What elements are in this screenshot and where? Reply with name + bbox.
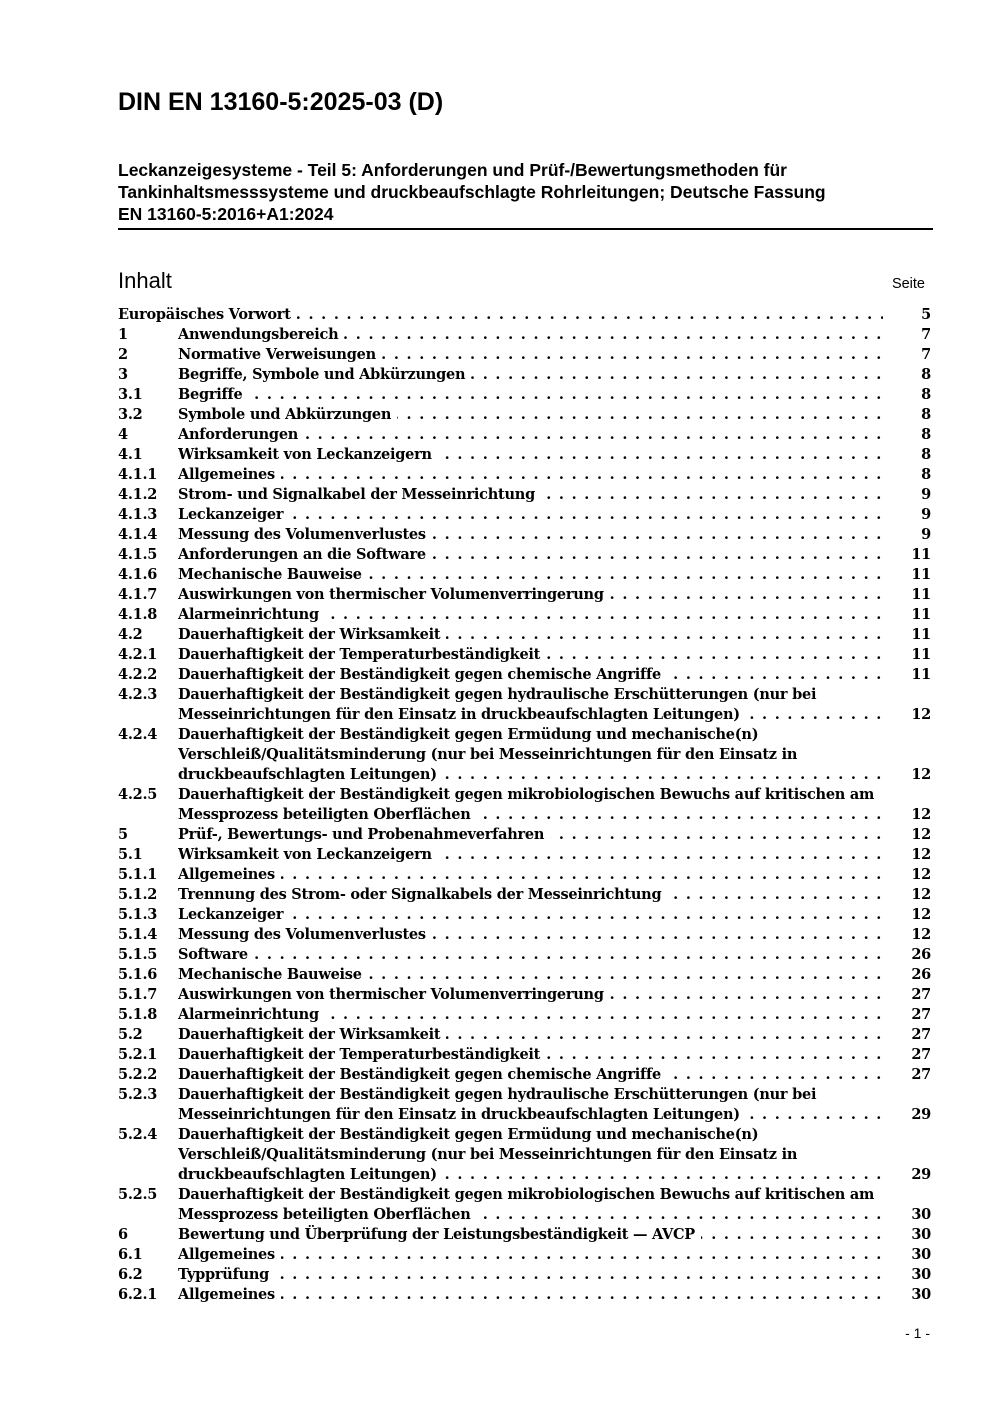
toc-entry-title <box>178 505 931 525</box>
toc-entry[interactable] <box>118 325 931 345</box>
toc-entry-title <box>178 1085 931 1125</box>
toc-entry-number: 4.1 <box>118 446 143 463</box>
toc-entry-title <box>178 1185 931 1225</box>
toc-entry[interactable] <box>118 445 931 465</box>
toc-entry[interactable] <box>118 385 931 405</box>
toc-entry-page: 30 <box>911 1286 931 1303</box>
toc-entry[interactable] <box>118 845 931 865</box>
toc-entry-page: 12 <box>911 866 931 883</box>
toc-entry-line: Dauerhaftigkeit der Wirksamkeit <box>178 626 446 643</box>
toc-entry-page: 11 <box>911 666 931 683</box>
toc-entry-line: Allgemeines <box>178 466 281 483</box>
toc-entry-number: 5 <box>118 826 128 843</box>
toc-entry[interactable] <box>118 625 931 645</box>
toc-entry-line: Dauerhaftigkeit der Beständigkeit gegen Ermüdung und mechanische(n) <box>178 726 764 743</box>
toc-entry-page: 9 <box>921 486 931 503</box>
toc-entry-title <box>178 605 931 625</box>
toc-entry-line: Messung des Volumenverlustes <box>178 526 432 543</box>
toc-entry-title <box>178 945 931 965</box>
toc-entry-number: 5.1.8 <box>118 1006 158 1023</box>
toc-entry-title <box>178 965 931 985</box>
toc-entry-page: 26 <box>911 966 931 983</box>
toc-entry-page: 11 <box>911 566 931 583</box>
toc-entry-page: 30 <box>911 1226 931 1243</box>
toc-entry-line: Trennung des Strom- oder Signalkabels der Messeinrichtung <box>178 886 667 903</box>
toc-entry-line: Dauerhaftigkeit der Beständigkeit gegen mikrobiologischen Bewuchs auf kritischen am <box>178 1186 880 1203</box>
toc-entry-line: Verschleiß/Qualitätsminderung (nur bei Messeinrichtungen für den Einsatz in <box>178 746 803 763</box>
toc-entry[interactable] <box>118 425 931 445</box>
toc-entry-line: Dauerhaftigkeit der Temperaturbeständigkeit <box>178 1046 546 1063</box>
toc-entry[interactable] <box>118 785 931 825</box>
toc-entry[interactable] <box>118 1045 931 1065</box>
toc-entry-title <box>178 365 931 385</box>
toc-entry-title <box>178 985 931 1005</box>
toc-entry-page: 27 <box>911 1046 931 1063</box>
toc-entry-number: 4.2.4 <box>118 726 158 743</box>
toc-entry-title <box>178 405 931 425</box>
toc-entry[interactable] <box>118 1225 931 1245</box>
toc-entry-title <box>178 725 931 785</box>
toc-entry[interactable] <box>118 685 931 725</box>
toc-entry-number: 4.2 <box>118 626 143 643</box>
toc-entry-line: Alarmeinrichtung <box>178 606 325 623</box>
toc-entry-page: 30 <box>911 1246 931 1263</box>
toc-entry-line: Messeinrichtungen für den Einsatz in druckbeaufschlagten Leitungen) <box>178 1106 746 1123</box>
toc-entry-title <box>178 1285 931 1305</box>
toc-entry[interactable] <box>118 925 931 945</box>
toc-entry-line: Dauerhaftigkeit der Beständigkeit gegen Ermüdung und mechanische(n) <box>178 1126 764 1143</box>
toc-entry-title <box>178 685 931 725</box>
toc-entry-number: 4.2.3 <box>118 686 158 703</box>
toc-entry-line: Anwendungsbereich <box>178 326 344 343</box>
toc-entry-title <box>178 565 931 585</box>
toc-entry-number: 5.2.3 <box>118 1086 158 1103</box>
toc-entry-number: 5.1.6 <box>118 966 158 983</box>
toc-entry[interactable] <box>118 725 931 785</box>
subtitle-line: EN 13160-5:2016+A1:2024 <box>118 204 334 224</box>
toc-entry-title <box>178 645 931 665</box>
toc-entry-line: Messung des Volumenverlustes <box>178 926 432 943</box>
toc-entry-page: 8 <box>921 466 931 483</box>
toc-entry-number: 5.2.5 <box>118 1186 158 1203</box>
toc-entry-line: Mechanische Bauweise <box>178 966 368 983</box>
toc-entry-page: 8 <box>921 446 931 463</box>
toc-entry-line: Typprüfung <box>178 1266 275 1283</box>
toc-entry-line: Messprozess beteiligten Oberflächen <box>178 806 477 823</box>
toc-entry-line: Messprozess beteiligten Oberflächen <box>178 1206 477 1223</box>
toc-entry-line: Dauerhaftigkeit der Temperaturbeständigkeit <box>178 646 546 663</box>
toc-entry-line: Software <box>178 946 254 963</box>
toc-entry-title <box>178 625 931 645</box>
toc-entry[interactable] <box>118 1265 931 1285</box>
toc-entry-number: 4 <box>118 426 128 443</box>
toc-entry-title <box>178 585 931 605</box>
toc-entry[interactable] <box>118 1245 931 1265</box>
toc-entry-line: Auswirkungen von thermischer Volumenverringerung <box>178 586 610 603</box>
toc-entry-number: 5.1.7 <box>118 986 158 1003</box>
toc-entry-line: Messeinrichtungen für den Einsatz in druckbeaufschlagten Leitungen) <box>178 706 746 723</box>
toc-entry-number: 4.1.2 <box>118 486 158 503</box>
toc-entry-line: Auswirkungen von thermischer Volumenverringerung <box>178 986 610 1003</box>
toc-entry-title <box>178 1225 931 1245</box>
toc-entry-number: 5.1.2 <box>118 886 158 903</box>
toc-entry-line: Begriffe <box>178 386 248 403</box>
page-number: - 1 - <box>905 1325 930 1341</box>
toc-entry[interactable] <box>118 545 931 565</box>
toc-entry-page: 9 <box>921 526 931 543</box>
toc-entry[interactable] <box>118 1285 931 1305</box>
toc-entry[interactable] <box>118 825 931 845</box>
toc-entry-page: 30 <box>911 1206 931 1223</box>
toc-entry-number: 2 <box>118 346 128 363</box>
toc-entry[interactable] <box>118 505 931 525</box>
toc-entry-line: Leckanzeiger <box>178 906 289 923</box>
toc-entry-title <box>178 845 931 865</box>
toc-entry-line: Alarmeinrichtung <box>178 1006 325 1023</box>
toc-entry-number: 4.2.2 <box>118 666 158 683</box>
toc-entry-page: 11 <box>911 646 931 663</box>
toc-entry-title <box>178 885 931 905</box>
toc-entry-page: 30 <box>911 1266 931 1283</box>
toc-entry-line: druckbeaufschlagten Leitungen) <box>178 1166 443 1183</box>
toc-entry-title <box>178 1125 931 1185</box>
toc-entry-number: 6.2.1 <box>118 1286 158 1303</box>
toc-entry-title <box>178 1245 931 1265</box>
toc-entry[interactable] <box>118 405 931 425</box>
toc-entry-line: Allgemeines <box>178 1286 281 1303</box>
toc-entry[interactable] <box>118 365 931 385</box>
toc-entry-number: 5.1.1 <box>118 866 158 883</box>
toc-entry-title <box>178 785 931 825</box>
toc-entry-line: Allgemeines <box>178 1246 281 1263</box>
document-title: DIN EN 13160-5:2025-03 (D) <box>118 88 444 116</box>
toc-entry-line: Dauerhaftigkeit der Wirksamkeit <box>178 1026 446 1043</box>
toc-entry-page: 7 <box>921 346 931 363</box>
toc-entry-page: 27 <box>911 986 931 1003</box>
toc-entry-number: 5.2 <box>118 1026 143 1043</box>
toc-entry-title <box>178 865 931 885</box>
toc-entry-page: 12 <box>911 886 931 903</box>
toc-entry-page: 27 <box>911 1026 931 1043</box>
toc-entry-number: 6 <box>118 1226 128 1243</box>
toc-entry-page: 8 <box>921 366 931 383</box>
toc-entry-number: 5.2.4 <box>118 1126 158 1143</box>
toc-entry[interactable] <box>118 965 931 985</box>
toc-entry-page: 7 <box>921 326 931 343</box>
toc-entry-page: 12 <box>911 846 931 863</box>
toc-entry[interactable] <box>118 305 931 325</box>
toc-entry-title <box>118 305 931 325</box>
toc-entry-page: 11 <box>911 586 931 603</box>
toc-entry-number: 3.1 <box>118 386 143 403</box>
toc-entry-line: Bewertung und Überprüfung der Leistungsbeständigkeit — AVCP <box>178 1226 701 1243</box>
toc-entry-line: Symbole und Abkürzungen <box>178 406 397 423</box>
toc-entry-number: 4.2.1 <box>118 646 158 663</box>
toc-entry-page: 12 <box>911 926 931 943</box>
toc-entry[interactable] <box>118 645 931 665</box>
toc-entry-number: 4.1.8 <box>118 606 158 623</box>
toc-entry-title <box>178 425 931 445</box>
toc-entry-title <box>178 445 931 465</box>
toc-entry-number: 5.1.4 <box>118 926 158 943</box>
subtitle-line: Tankinhaltsmesssysteme und druckbeaufschlagte Rohrleitungen; Deutsche Fassung <box>118 182 826 202</box>
subtitle-line: Leckanzeigesysteme - Teil 5: Anforderungen und Prüf-/Bewertungsmethoden für <box>118 160 787 180</box>
toc-entry-page: 12 <box>911 706 931 723</box>
toc-entry-title <box>178 905 931 925</box>
toc-entry-page: 8 <box>921 426 931 443</box>
toc-entry-line: Dauerhaftigkeit der Beständigkeit gegen chemische Angriffe <box>178 666 667 683</box>
toc-entry-page: 12 <box>911 806 931 823</box>
toc-entry-number: 4.1.3 <box>118 506 158 523</box>
toc-entry[interactable] <box>118 665 931 685</box>
toc-entry-line: Anforderungen an die Software <box>178 546 432 563</box>
toc-entry[interactable] <box>118 485 931 505</box>
toc-heading: Inhalt <box>118 268 172 293</box>
toc-entry-title <box>178 665 931 685</box>
toc-entry[interactable] <box>118 1085 931 1125</box>
toc-entry-line: Strom- und Signalkabel der Messeinrichtung <box>178 486 541 503</box>
toc-entry-number: 5.1.3 <box>118 906 158 923</box>
toc-entry-number: 3 <box>118 366 128 383</box>
toc-entry-page: 12 <box>911 766 931 783</box>
toc-entry[interactable] <box>118 1185 931 1225</box>
toc-entry[interactable] <box>118 985 931 1005</box>
toc-entry-number: 5.1 <box>118 846 143 863</box>
toc-entry-title <box>178 325 931 345</box>
toc-entry-title <box>178 385 931 405</box>
toc-entry[interactable] <box>118 1005 931 1025</box>
toc-entry-line: Dauerhaftigkeit der Beständigkeit gegen hydraulische Erschütterungen (nur bei <box>178 1086 822 1103</box>
toc-entry-number: 4.2.5 <box>118 786 158 803</box>
toc-entry[interactable] <box>118 1125 931 1185</box>
toc-entry[interactable] <box>118 1065 931 1085</box>
toc-entry-page: 8 <box>921 386 931 403</box>
toc-entry-number: 5.2.1 <box>118 1046 158 1063</box>
toc-entry-line: Wirksamkeit von Leckanzeigern <box>178 446 438 463</box>
toc-entry-title <box>178 1265 931 1285</box>
toc-entry-title <box>178 1005 931 1025</box>
toc-entry-page: 27 <box>911 1006 931 1023</box>
toc-entry-title <box>178 465 931 485</box>
toc-entry-page: 27 <box>911 1066 931 1083</box>
toc-entry-number: 4.1.5 <box>118 546 158 563</box>
toc-entry-line: Anforderungen <box>178 426 304 443</box>
toc-entry-line: Prüf-, Bewertungs- und Probenahmeverfahren <box>178 826 550 843</box>
toc-entry-page: 11 <box>911 626 931 643</box>
toc-entry[interactable] <box>118 1025 931 1045</box>
toc-entry-page: 9 <box>921 506 931 523</box>
toc-entry[interactable] <box>118 525 931 545</box>
toc-entry-number: 4.1.7 <box>118 586 158 603</box>
toc-entry-number: 5.2.2 <box>118 1066 158 1083</box>
toc-entry-line: Wirksamkeit von Leckanzeigern <box>178 846 438 863</box>
toc-entry-page: 29 <box>911 1166 931 1183</box>
toc-entry-line: Dauerhaftigkeit der Beständigkeit gegen hydraulische Erschütterungen (nur bei <box>178 686 822 703</box>
toc-entry-title <box>178 1045 931 1065</box>
toc-entry[interactable] <box>118 885 931 905</box>
toc-entry-title <box>178 345 931 365</box>
table-of-contents <box>118 305 931 1305</box>
toc-entry-line: Dauerhaftigkeit der Beständigkeit gegen mikrobiologischen Bewuchs auf kritischen am <box>178 786 880 803</box>
toc-entry-page: 12 <box>911 826 931 843</box>
toc-entry[interactable] <box>118 945 931 965</box>
toc-entry-title <box>178 525 931 545</box>
toc-entry-number: 4.1.4 <box>118 526 158 543</box>
toc-entry[interactable] <box>118 465 931 485</box>
toc-entry-line: Verschleiß/Qualitätsminderung (nur bei Messeinrichtungen für den Einsatz in <box>178 1146 803 1163</box>
toc-entry-title <box>178 1025 931 1045</box>
toc-entry-number: 3.2 <box>118 406 143 423</box>
toc-entry-number: 5.1.5 <box>118 946 158 963</box>
toc-entry-page: 12 <box>911 906 931 923</box>
toc-entry-page: 8 <box>921 406 931 423</box>
title-divider <box>118 228 933 230</box>
toc-entry-page: 29 <box>911 1106 931 1123</box>
toc-entry[interactable] <box>118 345 931 365</box>
toc-entry-line: Allgemeines <box>178 866 281 883</box>
toc-entry-line: Mechanische Bauweise <box>178 566 368 583</box>
toc-entry[interactable] <box>118 585 931 605</box>
document-subtitle <box>118 159 933 225</box>
toc-entry-title <box>178 925 931 945</box>
page-column-label: Seite <box>891 276 925 292</box>
toc-entry-number: 1 <box>118 326 128 343</box>
toc-entry-page: 5 <box>921 306 931 323</box>
toc-entry-title <box>178 545 931 565</box>
toc-entry-number: 6.2 <box>118 1266 143 1283</box>
toc-entry-title <box>178 825 931 845</box>
toc-entry-page: 11 <box>911 606 931 623</box>
toc-entry-title <box>178 1065 931 1085</box>
toc-entry[interactable] <box>118 565 931 585</box>
toc-entry-line: Leckanzeiger <box>178 506 289 523</box>
toc-entry-line: Europäisches Vorwort <box>118 306 297 323</box>
toc-entry[interactable] <box>118 865 931 885</box>
toc-entry[interactable] <box>118 905 931 925</box>
toc-entry-number: 4.1.6 <box>118 566 158 583</box>
toc-entry-line: Begriffe, Symbole und Abkürzungen <box>178 366 471 383</box>
toc-entry-page: 26 <box>911 946 931 963</box>
toc-entry-line: Dauerhaftigkeit der Beständigkeit gegen chemische Angriffe <box>178 1066 667 1083</box>
toc-entry-page: 11 <box>911 546 931 563</box>
toc-entry-title <box>178 485 931 505</box>
toc-entry-line: Normative Verweisungen <box>178 346 382 363</box>
toc-entry-line: druckbeaufschlagten Leitungen) <box>178 766 443 783</box>
toc-entry[interactable] <box>118 605 931 625</box>
toc-entry-number: 4.1.1 <box>118 466 158 483</box>
toc-entry-number: 6.1 <box>118 1246 143 1263</box>
